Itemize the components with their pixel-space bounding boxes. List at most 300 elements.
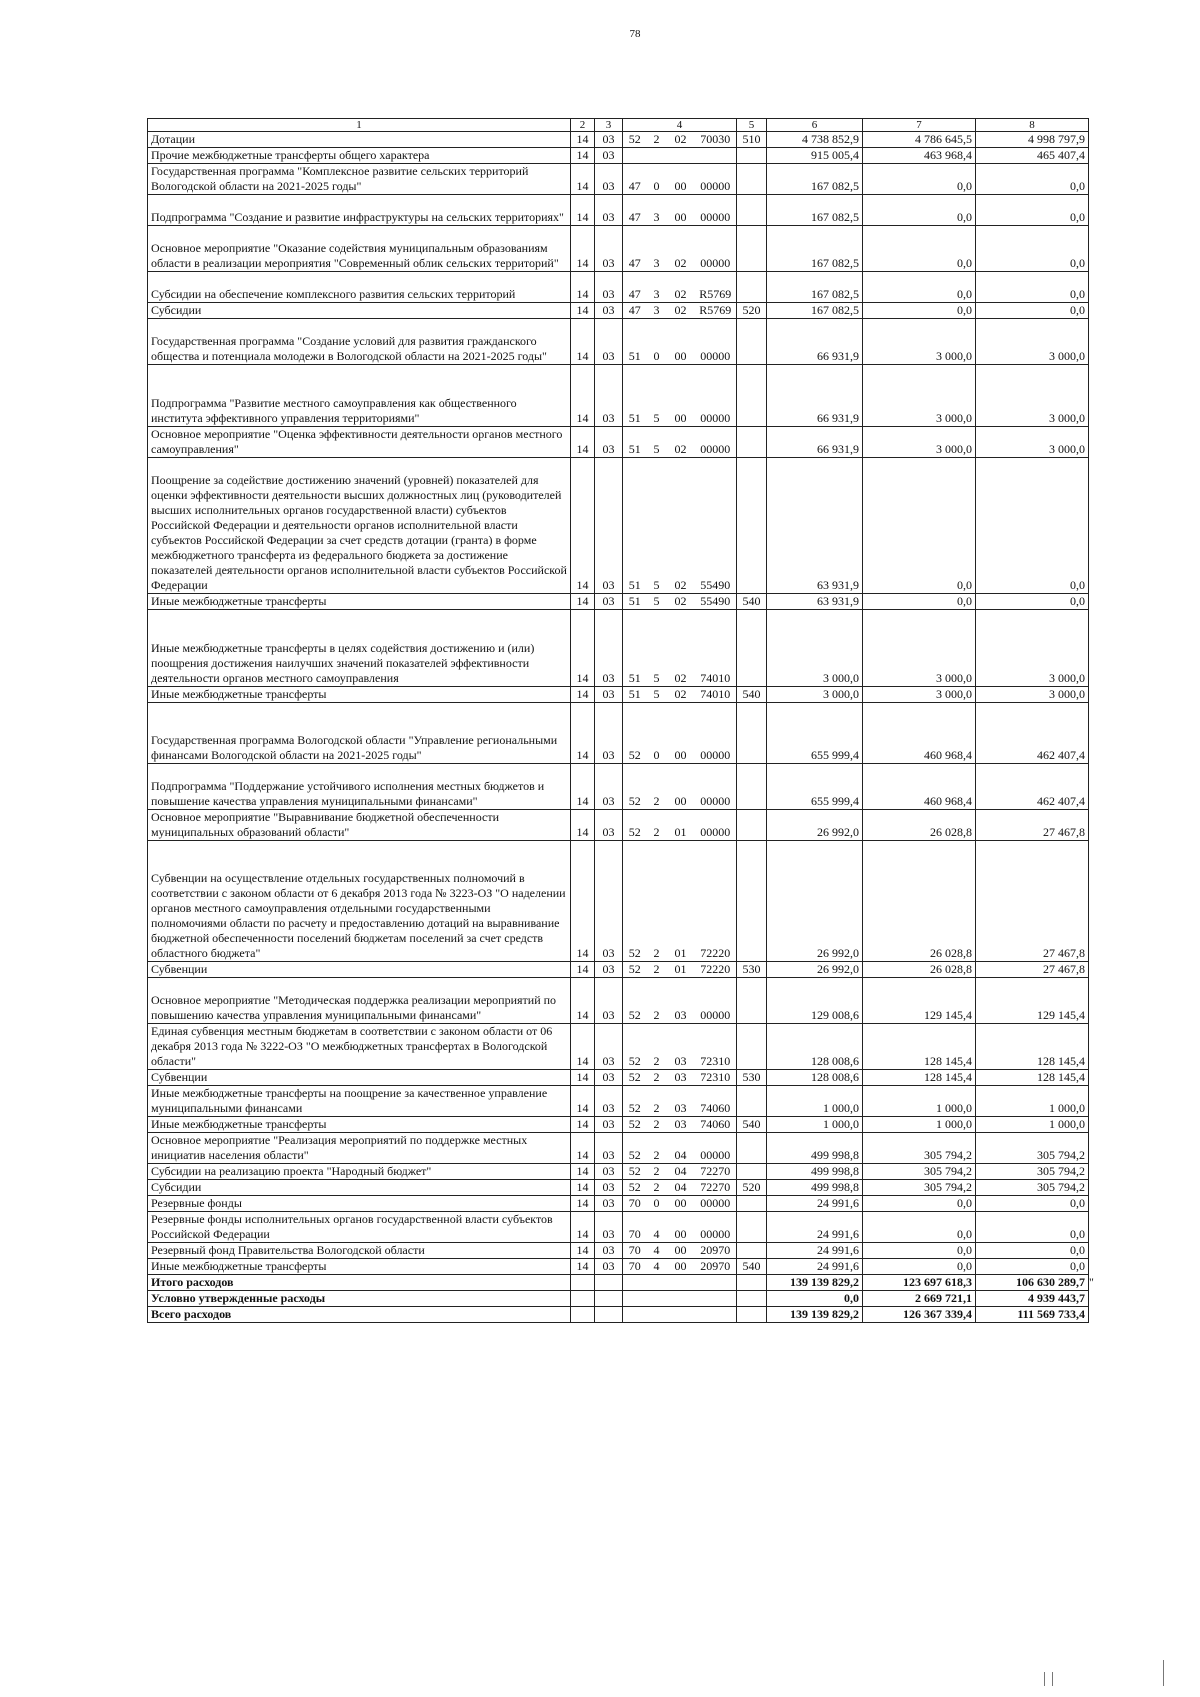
code-expense-type (737, 1196, 767, 1212)
code-subsection: 03 (595, 427, 623, 458)
code-subprogram: 2 (647, 764, 667, 810)
code-program: 47 (623, 272, 647, 303)
page-number: 78 (629, 28, 641, 40)
amount-year-1: 167 082,5 (767, 164, 863, 195)
code-program: 51 (623, 365, 647, 427)
code-subprogram: 2 (647, 1117, 667, 1133)
code-subsection: 03 (595, 1117, 623, 1133)
code-activity: 02 (667, 427, 695, 458)
expenditure-table (147, 118, 1089, 1323)
table-row (148, 319, 1089, 365)
amount-year-2: 128 145,4 (863, 1070, 976, 1086)
amount-year-3: 0,0 (976, 1196, 1089, 1212)
code-program (623, 1291, 647, 1307)
code-program: 51 (623, 687, 647, 703)
amount-year-2: 0,0 (863, 1259, 976, 1275)
code-activity: 00 (667, 703, 695, 764)
row-name: Резервный фонд Правительства Вологодской области (148, 1243, 571, 1259)
header-col-2: 2 (571, 119, 595, 132)
code-expense-type (737, 841, 767, 962)
amount-year-1: 1 000,0 (767, 1086, 863, 1117)
code-program: 70 (623, 1243, 647, 1259)
amount-year-1: 167 082,5 (767, 195, 863, 226)
code-section: 14 (571, 1070, 595, 1086)
code-subsection: 03 (595, 1212, 623, 1243)
amount-year-1: 63 931,9 (767, 458, 863, 594)
row-name: Основное мероприятие "Методическая поддержка реализации мероприятий по повышению качества управления муниципальными финансами" (148, 978, 571, 1024)
code-subprogram: 3 (647, 226, 667, 272)
table-row (148, 1024, 1089, 1070)
code-activity (667, 1307, 695, 1323)
row-name: Прочие межбюджетные трансферты общего характера (148, 148, 571, 164)
code-program: 47 (623, 303, 647, 319)
table-row (148, 303, 1089, 319)
code-section: 14 (571, 132, 595, 148)
code-direction: 70030 (695, 132, 737, 148)
amount-year-2: 0,0 (863, 164, 976, 195)
code-program: 51 (623, 610, 647, 687)
code-subprogram: 2 (647, 962, 667, 978)
table-row (148, 610, 1089, 687)
table-row (148, 594, 1089, 610)
code-expense-type (737, 978, 767, 1024)
amount-year-3: 465 407,4 (976, 148, 1089, 164)
code-program (623, 148, 647, 164)
code-subsection: 03 (595, 764, 623, 810)
code-section (571, 1307, 595, 1323)
code-section: 14 (571, 978, 595, 1024)
code-direction: 00000 (695, 810, 737, 841)
amount-year-3: 128 145,4 (976, 1024, 1089, 1070)
code-expense-type: 520 (737, 303, 767, 319)
code-direction: 00000 (695, 427, 737, 458)
amount-year-3: 0,0 (976, 164, 1089, 195)
code-section: 14 (571, 703, 595, 764)
code-subsection: 03 (595, 1259, 623, 1275)
table-row (148, 841, 1089, 962)
row-name: Иные межбюджетные трансферты в целях содействия достижению и (или) поощрения достижения наилучших значений показателей эффективности деятельности органов местного самоуправления (148, 610, 571, 687)
table-row (148, 148, 1089, 164)
code-expense-type: 540 (737, 687, 767, 703)
code-activity: 01 (667, 810, 695, 841)
amount-year-2: 3 000,0 (863, 427, 976, 458)
code-activity (667, 148, 695, 164)
code-subsection: 03 (595, 594, 623, 610)
code-subprogram: 0 (647, 1196, 667, 1212)
amount-year-2: 126 367 339,4 (863, 1307, 976, 1323)
amount-year-3: 0,0 (976, 1259, 1089, 1275)
code-subprogram: 2 (647, 841, 667, 962)
table-row (148, 272, 1089, 303)
code-expense-type: 520 (737, 1180, 767, 1196)
table-row (148, 226, 1089, 272)
amount-year-1: 24 991,6 (767, 1196, 863, 1212)
code-subsection (595, 1291, 623, 1307)
amount-year-2: 305 794,2 (863, 1133, 976, 1164)
code-direction: 74010 (695, 610, 737, 687)
table-row (148, 1291, 1089, 1307)
code-subsection: 03 (595, 303, 623, 319)
code-activity (667, 1291, 695, 1307)
code-direction: 00000 (695, 703, 737, 764)
code-subsection: 03 (595, 1133, 623, 1164)
code-program: 52 (623, 841, 647, 962)
amount-year-1: 3 000,0 (767, 687, 863, 703)
code-expense-type (737, 1275, 767, 1291)
code-expense-type: 540 (737, 1117, 767, 1133)
row-name: Всего расходов (148, 1307, 571, 1323)
code-direction (695, 1307, 737, 1323)
amount-year-1: 26 992,0 (767, 810, 863, 841)
code-activity: 02 (667, 132, 695, 148)
code-expense-type (737, 427, 767, 458)
amount-year-2: 0,0 (863, 195, 976, 226)
code-section: 14 (571, 319, 595, 365)
amount-year-2: 460 968,4 (863, 764, 976, 810)
code-program: 52 (623, 1024, 647, 1070)
code-program: 52 (623, 703, 647, 764)
code-activity: 00 (667, 1243, 695, 1259)
code-subprogram: 2 (647, 1164, 667, 1180)
code-activity: 00 (667, 365, 695, 427)
amount-year-1: 24 991,6 (767, 1259, 863, 1275)
code-subprogram: 2 (647, 1070, 667, 1086)
amount-year-1: 167 082,5 (767, 303, 863, 319)
code-expense-type (737, 1024, 767, 1070)
amount-year-3: 462 407,4 (976, 764, 1089, 810)
code-subsection: 03 (595, 703, 623, 764)
table-row (148, 458, 1089, 594)
amount-year-1: 655 999,4 (767, 703, 863, 764)
code-direction: 00000 (695, 764, 737, 810)
table-row (148, 1086, 1089, 1117)
code-expense-type (737, 1243, 767, 1259)
amount-year-2: 463 968,4 (863, 148, 976, 164)
amount-year-1: 66 931,9 (767, 319, 863, 365)
header-col-8: 8 (976, 119, 1089, 132)
code-program: 52 (623, 962, 647, 978)
table-row (148, 1307, 1089, 1323)
code-activity: 02 (667, 594, 695, 610)
code-expense-type (737, 703, 767, 764)
table-row (148, 1259, 1089, 1275)
row-name: Условно утвержденные расходы (148, 1291, 571, 1307)
amount-year-1: 499 998,8 (767, 1164, 863, 1180)
code-direction: 72220 (695, 962, 737, 978)
code-section: 14 (571, 610, 595, 687)
row-name: Основное мероприятие "Оценка эффективности деятельности органов местного самоуправления" (148, 427, 571, 458)
amount-year-2: 26 028,8 (863, 810, 976, 841)
amount-year-3: 3 000,0 (976, 687, 1089, 703)
table-row (148, 1212, 1089, 1243)
code-subsection: 03 (595, 1164, 623, 1180)
code-section: 14 (571, 1259, 595, 1275)
amount-year-3: 0,0 (976, 272, 1089, 303)
amount-year-3: 0,0 (976, 303, 1089, 319)
code-activity: 04 (667, 1180, 695, 1196)
amount-year-1: 26 992,0 (767, 962, 863, 978)
code-direction: 72270 (695, 1180, 737, 1196)
code-direction: R5769 (695, 303, 737, 319)
table-row (148, 164, 1089, 195)
code-section: 14 (571, 962, 595, 978)
code-expense-type (737, 458, 767, 594)
code-direction: 00000 (695, 1212, 737, 1243)
row-name: Субсидии (148, 1180, 571, 1196)
amount-year-3: 305 794,2 (976, 1164, 1089, 1180)
code-subsection: 03 (595, 148, 623, 164)
code-subprogram: 5 (647, 458, 667, 594)
code-activity: 03 (667, 1024, 695, 1070)
code-direction: 55490 (695, 594, 737, 610)
code-subprogram: 4 (647, 1259, 667, 1275)
code-program: 47 (623, 195, 647, 226)
code-subprogram: 2 (647, 1133, 667, 1164)
row-name: Основное мероприятие "Оказание содействия муниципальным образованиям области в реализации мероприятия "Современный облик сельских территорий" (148, 226, 571, 272)
code-direction: 72270 (695, 1164, 737, 1180)
code-subprogram: 5 (647, 427, 667, 458)
code-section: 14 (571, 148, 595, 164)
amount-year-1: 24 991,6 (767, 1243, 863, 1259)
amount-year-3: 3 000,0 (976, 427, 1089, 458)
code-expense-type (737, 1212, 767, 1243)
amount-year-2: 26 028,8 (863, 841, 976, 962)
code-subprogram: 3 (647, 195, 667, 226)
code-subprogram: 5 (647, 610, 667, 687)
code-program: 52 (623, 1133, 647, 1164)
code-expense-type (737, 365, 767, 427)
code-activity: 04 (667, 1133, 695, 1164)
amount-year-1: 1 000,0 (767, 1117, 863, 1133)
amount-year-3: 106 630 289,7 (976, 1275, 1089, 1291)
code-direction: 55490 (695, 458, 737, 594)
code-subsection: 03 (595, 1024, 623, 1070)
row-name: Субвенции на осуществление отдельных государственных полномочий в соответствии с законом области от 6 декабря 2013 года № 3223-ОЗ "О наделении органов местного самоуправления отдельными государственными полномочиями области по расчету и предоставлению дотаций на выравнивание бюджетной обеспеченности поселений бюджетам поселений за счет средств областного бюджета" (148, 841, 571, 962)
code-activity: 00 (667, 1196, 695, 1212)
code-direction: 00000 (695, 164, 737, 195)
amount-year-2: 305 794,2 (863, 1180, 976, 1196)
amount-year-2: 0,0 (863, 594, 976, 610)
code-section: 14 (571, 272, 595, 303)
code-subsection: 03 (595, 319, 623, 365)
table-row (148, 1243, 1089, 1259)
table-row (148, 1117, 1089, 1133)
amount-year-3: 27 467,8 (976, 841, 1089, 962)
code-program: 51 (623, 594, 647, 610)
code-subprogram (647, 1291, 667, 1307)
table-row (148, 1196, 1089, 1212)
amount-year-3: 0,0 (976, 195, 1089, 226)
table-row (148, 427, 1089, 458)
code-direction: 72220 (695, 841, 737, 962)
row-name: Подпрограмма "Развитие местного самоуправления как общественного института эффективного управления территориями" (148, 365, 571, 427)
code-direction: 72310 (695, 1024, 737, 1070)
row-name: Государственная программа Вологодской области "Управление региональными финансами Вологодской области на 2021-2025 годы" (148, 703, 571, 764)
code-section: 14 (571, 1117, 595, 1133)
code-subsection: 03 (595, 272, 623, 303)
row-name: Подпрограмма "Поддержание устойчивого исполнения местных бюджетов и повышение качества управления муниципальными финансами" (148, 764, 571, 810)
scan-artifact (1163, 1660, 1164, 1686)
code-subsection: 03 (595, 1180, 623, 1196)
code-subsection: 03 (595, 1070, 623, 1086)
code-direction: 74060 (695, 1117, 737, 1133)
row-name: Итого расходов (148, 1275, 571, 1291)
amount-year-1: 24 991,6 (767, 1212, 863, 1243)
code-direction (695, 1291, 737, 1307)
row-name: Иные межбюджетные трансферты (148, 1259, 571, 1275)
code-section: 14 (571, 1243, 595, 1259)
code-direction: 74060 (695, 1086, 737, 1117)
code-subprogram: 3 (647, 272, 667, 303)
amount-year-1: 3 000,0 (767, 610, 863, 687)
code-section: 14 (571, 841, 595, 962)
code-expense-type (737, 1291, 767, 1307)
scan-artifact (1052, 1672, 1053, 1686)
code-section (571, 1291, 595, 1307)
amount-year-2: 460 968,4 (863, 703, 976, 764)
code-program: 52 (623, 810, 647, 841)
code-expense-type: 510 (737, 132, 767, 148)
code-program: 47 (623, 226, 647, 272)
table-row (148, 703, 1089, 764)
amount-year-1: 167 082,5 (767, 272, 863, 303)
code-subprogram: 5 (647, 365, 667, 427)
row-name: Субсидии на реализацию проекта "Народный бюджет" (148, 1164, 571, 1180)
amount-year-2: 1 000,0 (863, 1117, 976, 1133)
amount-year-2: 0,0 (863, 1243, 976, 1259)
code-subsection: 03 (595, 810, 623, 841)
amount-year-1: 139 139 829,2 (767, 1275, 863, 1291)
code-subprogram: 5 (647, 687, 667, 703)
code-program: 52 (623, 1164, 647, 1180)
code-activity: 02 (667, 458, 695, 594)
amount-year-1: 128 008,6 (767, 1070, 863, 1086)
code-direction: 20970 (695, 1243, 737, 1259)
code-expense-type (737, 319, 767, 365)
code-activity: 00 (667, 195, 695, 226)
code-subprogram: 2 (647, 132, 667, 148)
code-section: 14 (571, 810, 595, 841)
table-row (148, 1164, 1089, 1180)
row-name: Иные межбюджетные трансферты на поощрение за качественное управление муниципальными финансами (148, 1086, 571, 1117)
code-subsection: 03 (595, 687, 623, 703)
code-subprogram (647, 1275, 667, 1291)
amount-year-2: 129 145,4 (863, 978, 976, 1024)
amount-year-3: 3 000,0 (976, 319, 1089, 365)
code-subsection: 03 (595, 610, 623, 687)
code-direction (695, 1275, 737, 1291)
table-row (148, 1275, 1089, 1291)
amount-year-3: 3 000,0 (976, 610, 1089, 687)
code-expense-type (737, 272, 767, 303)
code-program: 47 (623, 164, 647, 195)
amount-year-2: 0,0 (863, 1212, 976, 1243)
code-activity: 00 (667, 1212, 695, 1243)
row-name: Государственная программа "Создание условий для развития гражданского общества и потенциала молодежи в Вологодской области на 2021-2025 годы" (148, 319, 571, 365)
amount-year-1: 0,0 (767, 1291, 863, 1307)
amount-year-2: 0,0 (863, 458, 976, 594)
amount-year-3: 27 467,8 (976, 962, 1089, 978)
code-activity: 00 (667, 1259, 695, 1275)
code-activity: 03 (667, 1086, 695, 1117)
code-subsection: 03 (595, 365, 623, 427)
table-row (148, 1070, 1089, 1086)
code-program: 52 (623, 764, 647, 810)
code-direction: 00000 (695, 1133, 737, 1164)
code-section: 14 (571, 1086, 595, 1117)
code-direction: 20970 (695, 1259, 737, 1275)
amount-year-2: 128 145,4 (863, 1024, 976, 1070)
amount-year-3: 1 000,0 (976, 1086, 1089, 1117)
code-expense-type (737, 610, 767, 687)
code-section: 14 (571, 226, 595, 272)
code-subsection: 03 (595, 458, 623, 594)
row-name: Дотации (148, 132, 571, 148)
row-name: Иные межбюджетные трансферты (148, 687, 571, 703)
amount-year-1: 139 139 829,2 (767, 1307, 863, 1323)
amount-year-1: 915 005,4 (767, 148, 863, 164)
code-expense-type: 530 (737, 962, 767, 978)
closing-quote-mark: " (1089, 1275, 1094, 1289)
row-name: Подпрограмма "Создание и развитие инфраструктуры на сельских территориях" (148, 195, 571, 226)
code-expense-type (737, 810, 767, 841)
amount-year-3: 128 145,4 (976, 1070, 1089, 1086)
amount-year-1: 499 998,8 (767, 1133, 863, 1164)
code-direction (695, 148, 737, 164)
code-section: 14 (571, 1024, 595, 1070)
code-direction: 74010 (695, 687, 737, 703)
row-name: Иные межбюджетные трансферты (148, 594, 571, 610)
code-section: 14 (571, 1196, 595, 1212)
code-subprogram: 0 (647, 319, 667, 365)
table-row (148, 1180, 1089, 1196)
amount-year-3: 4 939 443,7 (976, 1291, 1089, 1307)
row-name: Единая субвенция местным бюджетам в соответствии с законом области от 06 декабря 2013 года № 3222-ОЗ "О межбюджетных трансфертах в Вологодской области" (148, 1024, 571, 1070)
code-activity: 02 (667, 226, 695, 272)
code-program: 52 (623, 1180, 647, 1196)
header-col-7: 7 (863, 119, 976, 132)
code-subsection: 03 (595, 195, 623, 226)
amount-year-3: 111 569 733,4 (976, 1307, 1089, 1323)
code-section: 14 (571, 458, 595, 594)
table-row (148, 1133, 1089, 1164)
amount-year-2: 123 697 618,3 (863, 1275, 976, 1291)
amount-year-2: 0,0 (863, 1196, 976, 1212)
code-subsection (595, 1275, 623, 1291)
code-direction: 00000 (695, 978, 737, 1024)
code-section: 14 (571, 687, 595, 703)
code-program: 70 (623, 1212, 647, 1243)
table-row (148, 195, 1089, 226)
code-program: 70 (623, 1259, 647, 1275)
code-program (623, 1275, 647, 1291)
code-program (623, 1307, 647, 1323)
row-name: Субсидии на обеспечение комплексного развития сельских территорий (148, 272, 571, 303)
amount-year-3: 305 794,2 (976, 1133, 1089, 1164)
amount-year-3: 1 000,0 (976, 1117, 1089, 1133)
code-activity: 00 (667, 164, 695, 195)
code-program: 52 (623, 1117, 647, 1133)
code-subsection: 03 (595, 164, 623, 195)
amount-year-3: 0,0 (976, 226, 1089, 272)
row-name: Основное мероприятие "Выравнивание бюджетной обеспеченности муниципальных образований области" (148, 810, 571, 841)
amount-year-1: 4 738 852,9 (767, 132, 863, 148)
amount-year-3: 0,0 (976, 594, 1089, 610)
amount-year-1: 128 008,6 (767, 1024, 863, 1070)
code-activity: 03 (667, 1117, 695, 1133)
amount-year-1: 499 998,8 (767, 1180, 863, 1196)
amount-year-1: 129 008,6 (767, 978, 863, 1024)
